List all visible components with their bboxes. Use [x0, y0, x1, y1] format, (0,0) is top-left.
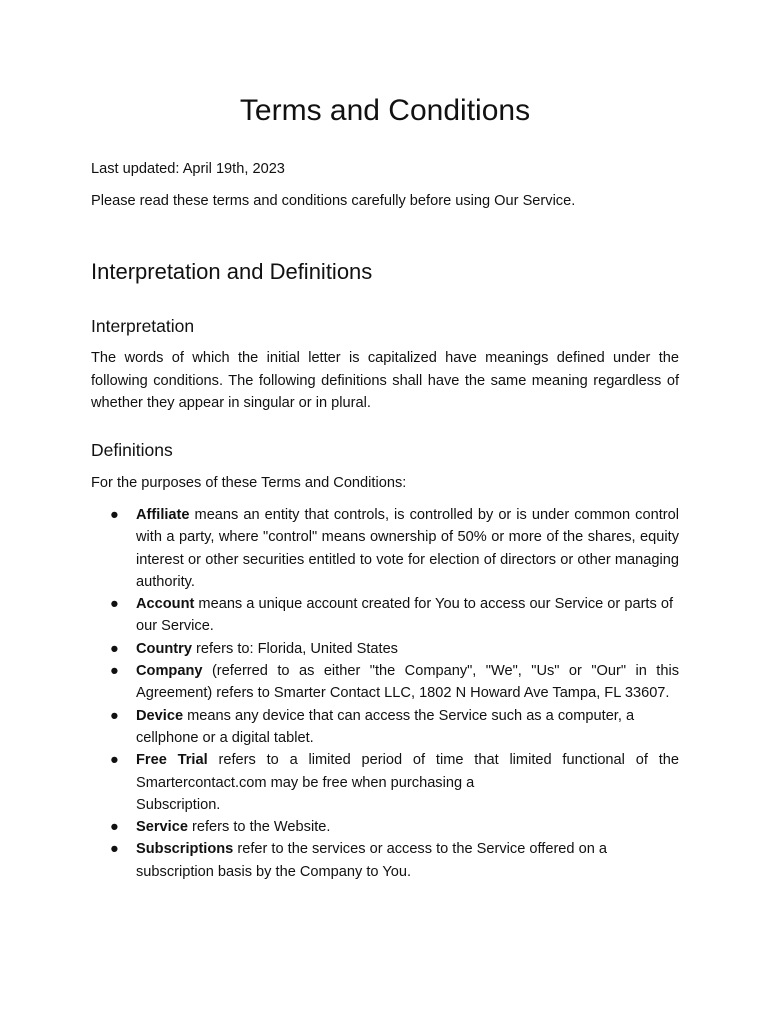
- list-item-subscriptions: [91, 838, 679, 883]
- bullet-icon: ●: [110, 507, 119, 523]
- term-label: Country: [136, 640, 192, 657]
- term-label: Affiliate: [136, 507, 190, 523]
- term-definition: refers to the Website.: [187, 819, 331, 836]
- term-label: Subscriptions: [136, 841, 234, 858]
- section-heading-interpretation-definitions: Interpretation and Definitions: [91, 259, 373, 284]
- list-item-affiliate: [91, 504, 679, 593]
- list-item-company: [91, 660, 679, 705]
- subheading-interpretation: Interpretation: [91, 316, 195, 336]
- bullet-icon: ●: [110, 640, 119, 657]
- list-item-device: [91, 705, 679, 750]
- list-item-free-trial: [91, 749, 679, 816]
- bullet-icon: ●: [110, 663, 119, 680]
- term-label: Service: [136, 819, 188, 836]
- subheading-definitions: Definitions: [91, 440, 173, 460]
- term-label: Device: [136, 707, 184, 724]
- bullet-icon: ●: [110, 707, 119, 724]
- list-item-account: [91, 593, 679, 638]
- definitions-intro: For the purposes of these Terms and Conditions:: [91, 475, 407, 491]
- term-label: Account: [136, 596, 195, 613]
- definitions-list: [91, 504, 679, 883]
- interpretation-paragraph: The words of which the initial letter is capitalized have meanings defined under the following conditions. The following definitions shall have the same meaning regardless of whether they appear in singular or in plural.: [91, 350, 679, 411]
- page-title: Terms and Conditions: [239, 94, 531, 127]
- term-definition: means a unique account created for You to access our Service or parts of our Service.: [136, 596, 674, 635]
- bullet-icon: ●: [110, 596, 119, 613]
- last-updated: Last updated: April 19th, 2023: [91, 161, 285, 177]
- term-definition-continued: Subscription.: [136, 796, 221, 813]
- list-item-country: [91, 638, 679, 660]
- bullet-icon: ●: [110, 819, 119, 836]
- term-definition: refers to a limited period of time that limited functional of the Smartercontact.com may be free when purchasing a: [136, 752, 679, 791]
- bullet-icon: ●: [110, 841, 119, 858]
- term-definition: refer to the services or access to the Service offered on a subscription basis by the Company to You.: [136, 841, 607, 880]
- term-label: Free Trial: [136, 752, 208, 769]
- bullet-icon: ●: [110, 752, 119, 769]
- term-definition: means an entity that controls, is controlled by or is under common control with a party, where "control" means ownership of 50% or more of the shares, equity interest or other securities entitled to vote for election of directors or other managing authority.: [136, 507, 679, 590]
- term-definition: means any device that can access the Service such as a computer, a cellphone or a digital tablet.: [136, 707, 635, 746]
- term-label: Company: [136, 663, 203, 680]
- intro-paragraph: Please read these terms and conditions carefully before using Our Service.: [91, 193, 576, 209]
- term-definition: refers to: Florida, United States: [191, 640, 398, 657]
- list-item-service: [91, 816, 679, 838]
- term-definition: (referred to as either "the Company", "We", "Us" or "Our" in this Agreement) refers to Smarter Contact LLC, 1802 N Howard Ave Tampa, FL 33607.: [136, 663, 679, 702]
